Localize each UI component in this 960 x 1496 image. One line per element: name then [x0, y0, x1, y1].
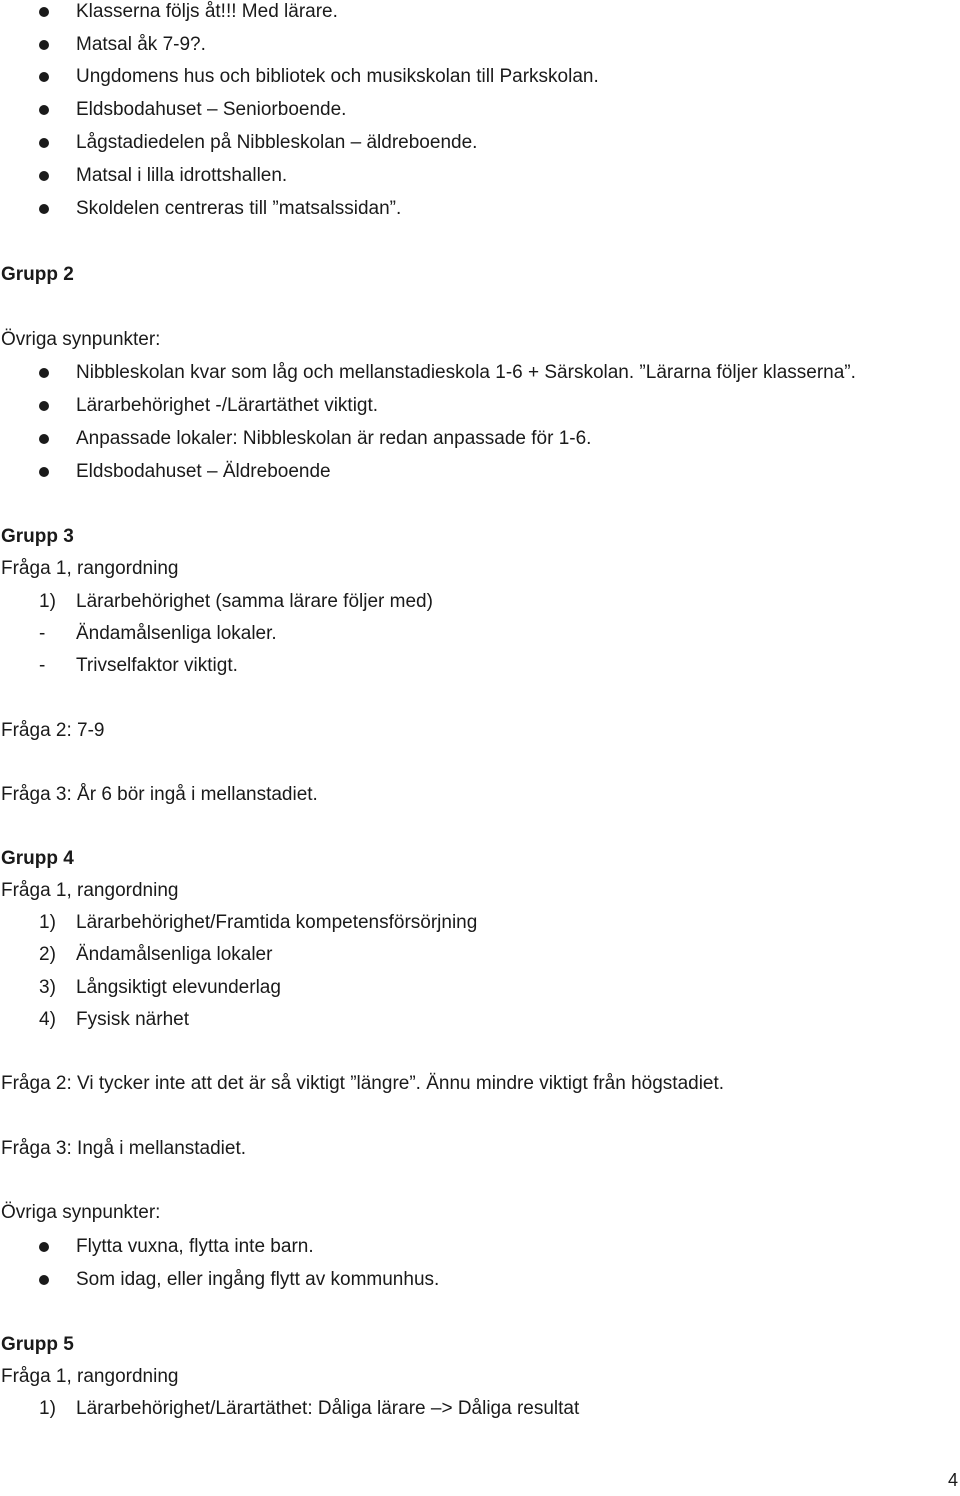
group-heading: Grupp 2 [1, 264, 74, 285]
bullet-icon [39, 72, 49, 82]
list-item-text: Ungdomens hus och bibliotek och musikskolan till Parkskolan. [76, 66, 599, 87]
list-item-text: Anpassade lokaler: Nibbleskolan är redan anpassade för 1-6. [76, 428, 592, 449]
list-item [0, 1394, 960, 1424]
bullet-icon [39, 401, 49, 411]
list-item [0, 619, 960, 649]
list-item-text: Skoldelen centreras till ”matsalssidan”. [76, 198, 402, 219]
list-item-text: Eldsbodahuset – Äldreboende [76, 461, 331, 482]
list-item-text: Lågstadiedelen på Nibbleskolan – äldreboende. [76, 132, 478, 153]
list-item [0, 391, 960, 421]
list-item [0, 358, 960, 388]
list-marker: 3) [39, 977, 56, 998]
group-heading: Grupp 4 [1, 848, 74, 869]
list-item [0, 587, 960, 617]
list-item [0, 30, 960, 60]
bullet-icon [39, 204, 49, 214]
page-number: 4 [947, 1470, 958, 1490]
list-marker: - [39, 655, 46, 676]
list-item-text: Ändamålsenliga lokaler [76, 944, 273, 965]
bullet-icon [39, 171, 49, 181]
list-item [0, 161, 960, 191]
bullet-icon [39, 434, 49, 444]
question-answer: Fråga 2: Vi tycker inte att det är så viktigt ”längre”. Ännu mindre viktigt från högstadiet. [1, 1073, 725, 1094]
question-label: Fråga 1, rangordning [1, 1366, 179, 1387]
list-item-text: Matsal åk 7-9?. [76, 34, 206, 55]
list-item [0, 62, 960, 92]
bullet-icon [39, 138, 49, 148]
bullet-icon [39, 40, 49, 50]
list-item-text: Som idag, eller ingång flytt av kommunhus. [76, 1269, 440, 1290]
list-item [0, 0, 960, 27]
bullet-icon [39, 1242, 49, 1252]
list-marker: 1) [39, 912, 56, 933]
list-item-text: Ändamålsenliga lokaler. [76, 623, 277, 644]
list-item-text: Lärarbehörighet/Lärartäthet: Dåliga lärare –> Dåliga resultat [76, 1398, 580, 1419]
list-item-text: Lärarbehörighet -/Lärartäthet viktigt. [76, 395, 379, 416]
group-heading: Grupp 3 [1, 526, 74, 547]
list-marker: 2) [39, 944, 56, 965]
bullet-icon [39, 105, 49, 115]
question-answer: Fråga 3: År 6 bör ingå i mellanstadiet. [1, 784, 318, 805]
bullet-icon [39, 467, 49, 477]
list-item-text: Eldsbodahuset – Seniorboende. [76, 99, 347, 120]
list-item [0, 194, 960, 224]
list-item-text: Fysisk närhet [76, 1009, 189, 1030]
bullet-icon [39, 1275, 49, 1285]
bullet-icon [39, 7, 49, 17]
list-item [0, 457, 960, 487]
list-item-text: Nibbleskolan kvar som låg och mellanstadieskola 1-6 + Särskolan. ”Lärarna följer klasserna”. [76, 362, 856, 383]
group-heading: Grupp 5 [1, 1334, 74, 1355]
list-item [0, 424, 960, 454]
list-item-text: Flytta vuxna, flytta inte barn. [76, 1236, 314, 1257]
question-label: Fråga 1, rangordning [1, 558, 179, 579]
list-item [0, 940, 960, 970]
bullet-icon [39, 368, 49, 378]
list-item [0, 1232, 960, 1262]
list-item-text: Långsiktigt elevunderlag [76, 977, 281, 998]
question-answer: Fråga 2: 7-9 [1, 720, 105, 741]
list-marker: 4) [39, 1009, 56, 1030]
list-marker: 1) [39, 591, 56, 612]
list-item-text: Lärarbehörighet/Framtida kompetensförsörjning [76, 912, 478, 933]
list-marker: - [39, 623, 46, 644]
list-item-text: Lärarbehörighet (samma lärare följer med) [76, 591, 433, 612]
list-item [0, 95, 960, 125]
list-marker: 1) [39, 1398, 56, 1419]
list-item-text: Klasserna följs åt!!! Med lärare. [76, 1, 338, 22]
list-item [0, 1005, 960, 1035]
list-item [0, 128, 960, 158]
list-item [0, 1265, 960, 1295]
list-item-text: Trivselfaktor viktigt. [76, 655, 238, 676]
list-item [0, 908, 960, 938]
question-answer: Fråga 3: Ingå i mellanstadiet. [1, 1138, 247, 1159]
section-label: Övriga synpunkter: [1, 329, 161, 350]
list-item-text: Matsal i lilla idrottshallen. [76, 165, 288, 186]
question-label: Fråga 1, rangordning [1, 880, 179, 901]
section-label: Övriga synpunkter: [1, 1202, 161, 1223]
list-item [0, 973, 960, 1003]
list-item [0, 651, 960, 681]
